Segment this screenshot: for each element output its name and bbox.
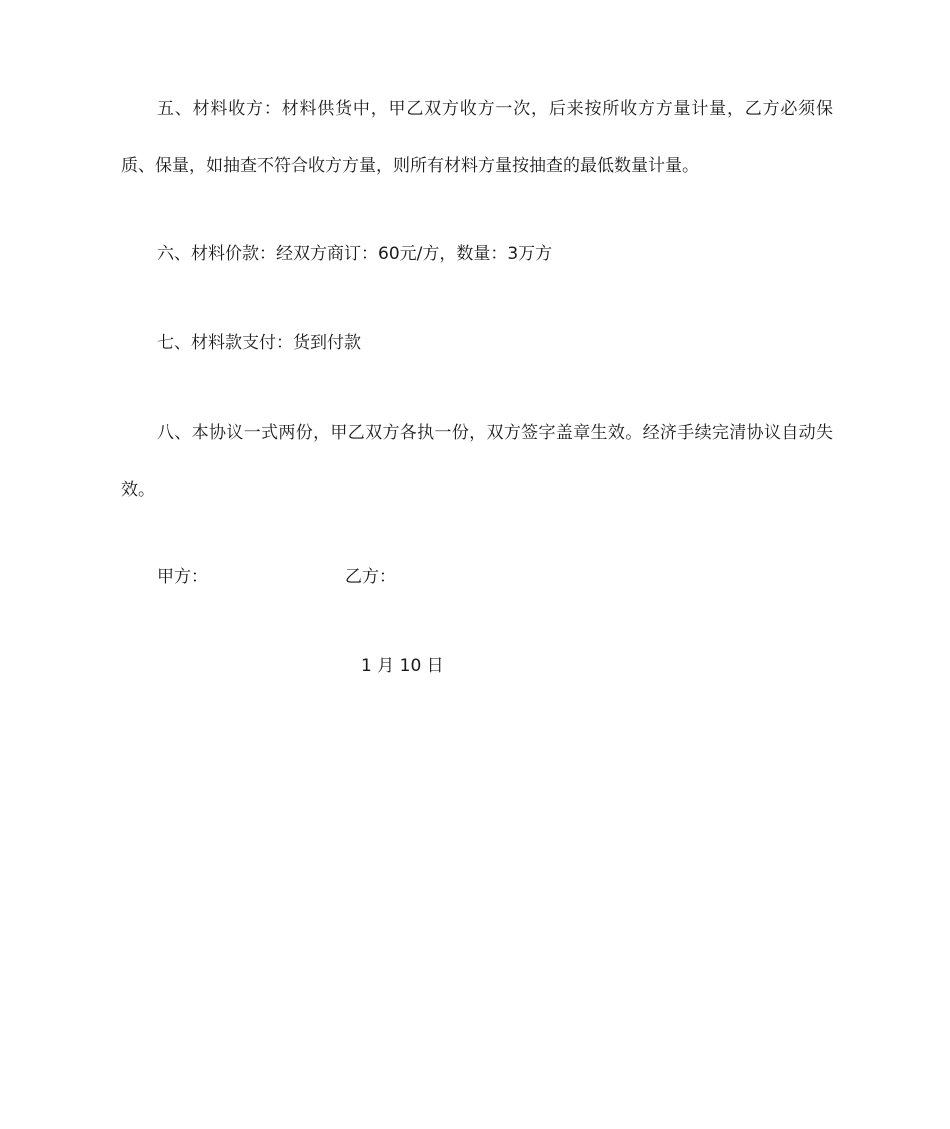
clause-material-acceptance: 五、材料收方：材料供货中，甲乙双方收方一次，后来按所收方方量计量，乙方必须保质、保量，如抽查不符合收方方量，则所有材料方量按抽查的最低数量计量。 [121,99,833,176]
party-b-signature-label: 乙方： [345,567,396,587]
signing-date: 1 月 10 日 [361,656,444,676]
clause-material-price: 六、材料价款：经双方商订：60元/方，数量：3万方 [157,244,553,264]
clause-agreement-copies: 八、本协议一式两份，甲乙双方各执一份，双方签字盖章生效。经济手续完清协议自动失效。 [121,423,833,500]
clause-payment: 七、材料款支付：货到付款 [157,333,361,353]
party-a-signature-label: 甲方： [157,567,208,587]
